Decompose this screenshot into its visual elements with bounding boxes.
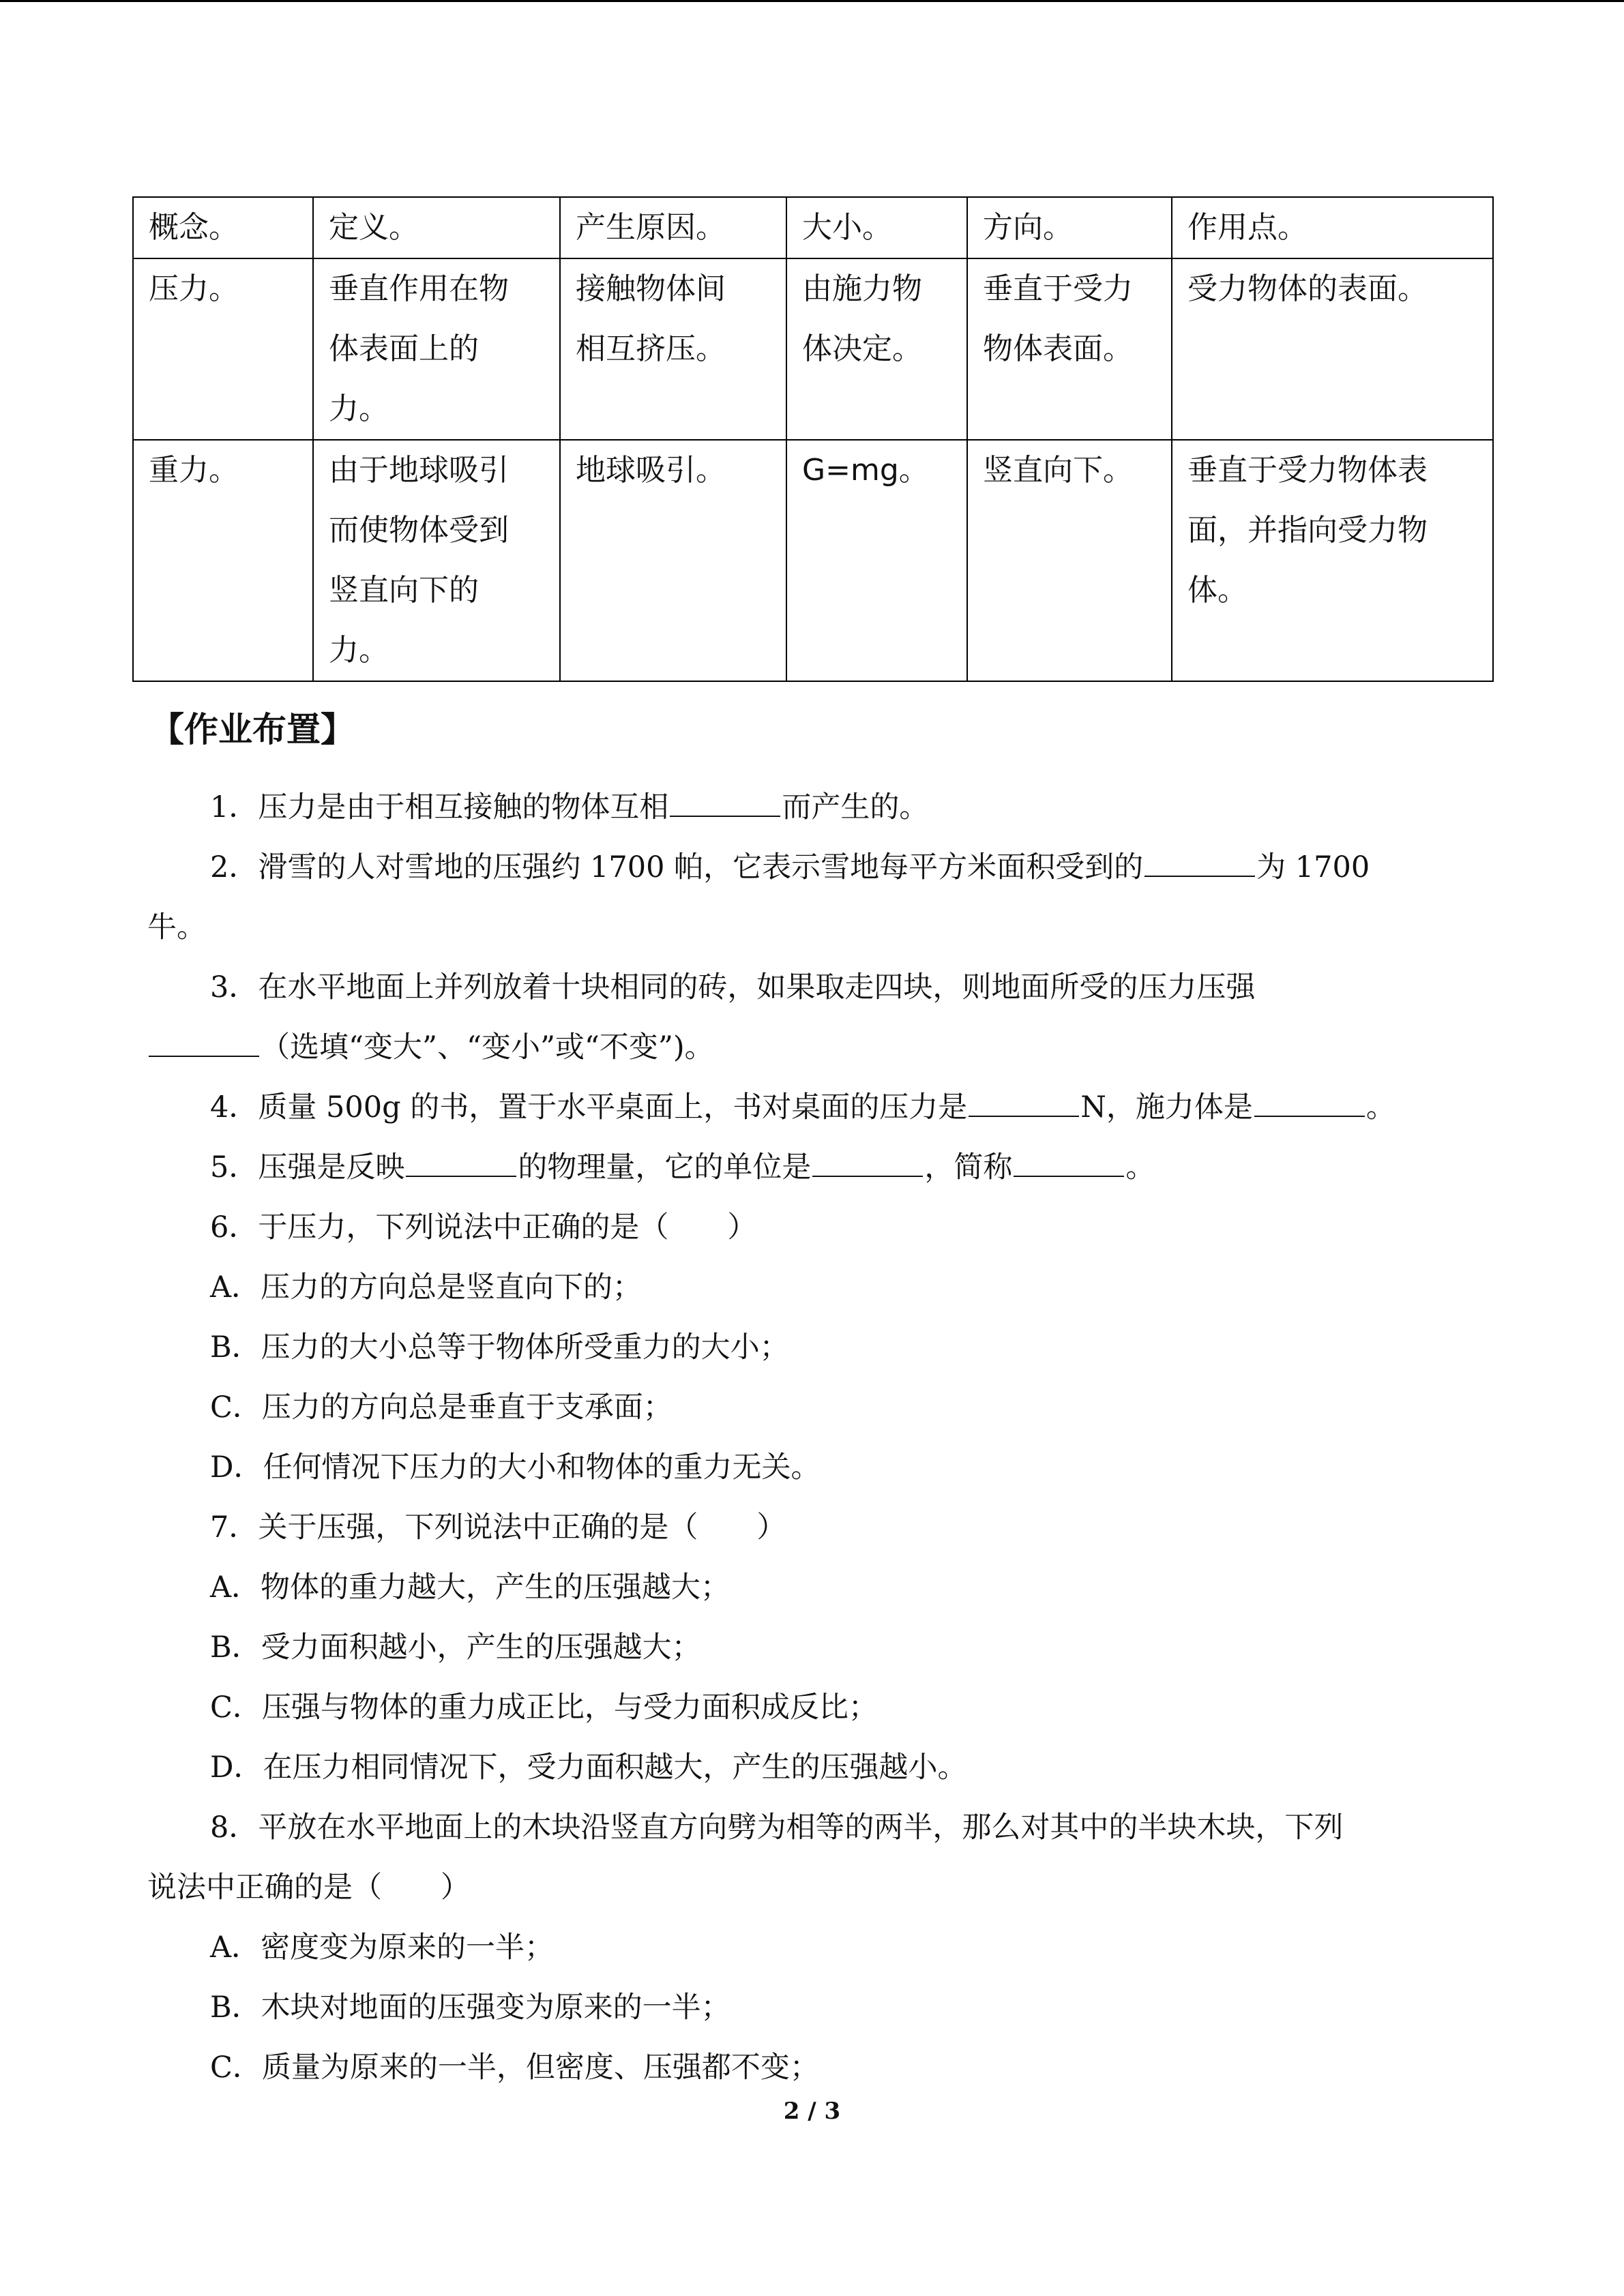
cell-line: 地球吸引。 — [576, 453, 726, 488]
table-cell — [313, 258, 560, 440]
question-2-continued — [147, 897, 1484, 957]
option-item: A．物体的重力越大，产生的压强越大； — [210, 1570, 730, 1605]
question-text: 3．在水平地面上并列放着十块相同的砖，如果取走四块，则地面所受的压力压强 — [210, 970, 1256, 1004]
cell-line: 由施力物 — [802, 271, 922, 306]
option-item: A．密度变为原来的一半； — [210, 1930, 555, 1965]
cell-line: 体表面上的 — [329, 331, 479, 366]
cell-line: 压力。 — [149, 271, 239, 306]
answer-blank[interactable] — [670, 780, 780, 817]
question-4 — [147, 1077, 1484, 1137]
question-text: 1．压力是由于相互接触的物体互相 — [210, 790, 669, 824]
cell-line: G=mg。 — [802, 453, 929, 488]
answer-blank[interactable] — [969, 1080, 1079, 1117]
question-3-continued — [147, 1017, 1484, 1077]
cell-line: 垂直于受力物体表 — [1187, 453, 1428, 488]
question-text: 而产生的。 — [782, 790, 929, 824]
option-item: C．质量为原来的一半，但密度、压强都不变； — [210, 2051, 819, 2085]
table-cell — [133, 440, 313, 681]
cell-line: 力。 — [329, 633, 389, 668]
option-item: C．压强与物体的重力成正比，与受力面积成反比； — [210, 1690, 878, 1725]
question-text: 4．质量 500g 的书，置于水平桌面上，书对桌面的压力是 — [210, 1090, 968, 1124]
cell-line: 面，并指向受力物 — [1187, 513, 1428, 548]
table-cell — [1172, 440, 1493, 681]
question-text: 6．于压力，下列说法中正确的是（ — [210, 1210, 669, 1244]
header-cell: 方向。 — [967, 197, 1172, 258]
question-6 — [147, 1197, 1484, 1257]
answer-blank[interactable] — [812, 1140, 923, 1177]
option-item: B．木块对地面的压强变为原来的一半； — [210, 1991, 730, 2025]
option-item: A．压力的方向总是竖直向下的； — [210, 1270, 643, 1304]
question-text: N，施力体是 — [1080, 1090, 1253, 1124]
cell-line: 物体表面。 — [983, 331, 1133, 366]
table-cell — [786, 440, 967, 681]
question-3 — [147, 957, 1484, 1017]
table-header-row — [133, 197, 1493, 258]
page-number: 2 / 3 — [783, 2098, 841, 2125]
option-item: D．在压力相同情况下，受力面积越大，产生的压强越小。 — [210, 1750, 967, 1785]
question-text: 说法中正确的是（ — [147, 1870, 382, 1905]
cell-line: 接触物体间 — [576, 271, 726, 306]
cell-line: 重力。 — [149, 453, 239, 488]
question-text: 。 — [1125, 1150, 1155, 1184]
table-cell — [560, 258, 786, 440]
homework-title: 【作业布置】 — [150, 710, 355, 749]
cell-line: 相互挤压。 — [576, 331, 726, 366]
option-item: D．任何情况下压力的大小和物体的重力无关。 — [210, 1450, 821, 1485]
concept-table — [132, 196, 1494, 682]
header-cell: 大小。 — [786, 197, 967, 258]
answer-blank[interactable] — [149, 1020, 259, 1057]
cell-line: 垂直作用在物 — [329, 271, 509, 306]
question-text: 为 1700 — [1256, 850, 1370, 884]
table-cell — [560, 440, 786, 681]
page-top-border — [0, 0, 1624, 2]
cell-line: 垂直于受力 — [983, 271, 1133, 306]
cell-line: 力。 — [329, 391, 389, 426]
table-cell — [1172, 258, 1493, 440]
cell-line: 竖直向下的 — [329, 573, 479, 608]
question-text: ，简称 — [924, 1150, 1013, 1184]
answer-blank[interactable] — [1014, 1140, 1124, 1177]
homework-section — [147, 777, 1484, 2098]
table-cell — [786, 258, 967, 440]
question-text: ） — [441, 1870, 470, 1905]
answer-blank[interactable] — [1145, 840, 1255, 877]
table-row — [133, 258, 1493, 440]
question-8 — [147, 1798, 1484, 1858]
question-text: 牛。 — [147, 910, 206, 944]
question-text: ） — [756, 1510, 786, 1545]
question-2 — [147, 837, 1484, 897]
question-text: 5．压强是反映 — [210, 1150, 405, 1184]
table-cell — [967, 258, 1172, 440]
table-cell — [133, 258, 313, 440]
question-text: （选填“变大”、“变小”或“不变”)。 — [261, 1030, 714, 1064]
answer-blank[interactable] — [1254, 1080, 1365, 1117]
table-cell — [967, 440, 1172, 681]
header-cell: 产生原因。 — [560, 197, 786, 258]
header-cell: 作用点。 — [1172, 197, 1493, 258]
table-row — [133, 440, 1493, 681]
table-cell — [313, 440, 560, 681]
question-text: 8．平放在水平地面上的木块沿竖直方向劈为相等的两半，那么对其中的半块木块，下列 — [210, 1810, 1344, 1845]
question-text: 7．关于压强，下列说法中正确的是（ — [210, 1510, 698, 1545]
question-text: ） — [727, 1210, 757, 1244]
question-text: 的物理量，它的单位是 — [518, 1150, 812, 1184]
question-text: 2．滑雪的人对雪地的压强约 1700 帕，它表示雪地每平方米面积受到的 — [210, 850, 1144, 884]
cell-line: 由于地球吸引 — [329, 453, 509, 488]
cell-line: 受力物体的表面。 — [1187, 271, 1428, 306]
question-text: 。 — [1365, 1090, 1396, 1124]
question-8-continued — [147, 1858, 1484, 1918]
header-cell: 定义。 — [313, 197, 560, 258]
header-cell: 概念。 — [133, 197, 313, 258]
cell-line: 体。 — [1187, 573, 1247, 608]
option-item: C．压力的方向总是垂直于支承面； — [210, 1390, 673, 1425]
option-item: B．压力的大小总等于物体所受重力的大小； — [210, 1330, 789, 1365]
cell-line: 竖直向下。 — [983, 453, 1133, 488]
question-7 — [147, 1497, 1484, 1557]
option-item: B．受力面积越小，产生的压强越大； — [210, 1630, 701, 1665]
cell-line: 而使物体受到 — [329, 513, 509, 548]
cell-line: 体决定。 — [802, 331, 922, 366]
question-1 — [147, 777, 1484, 837]
question-5 — [147, 1137, 1484, 1197]
answer-blank[interactable] — [406, 1140, 516, 1177]
